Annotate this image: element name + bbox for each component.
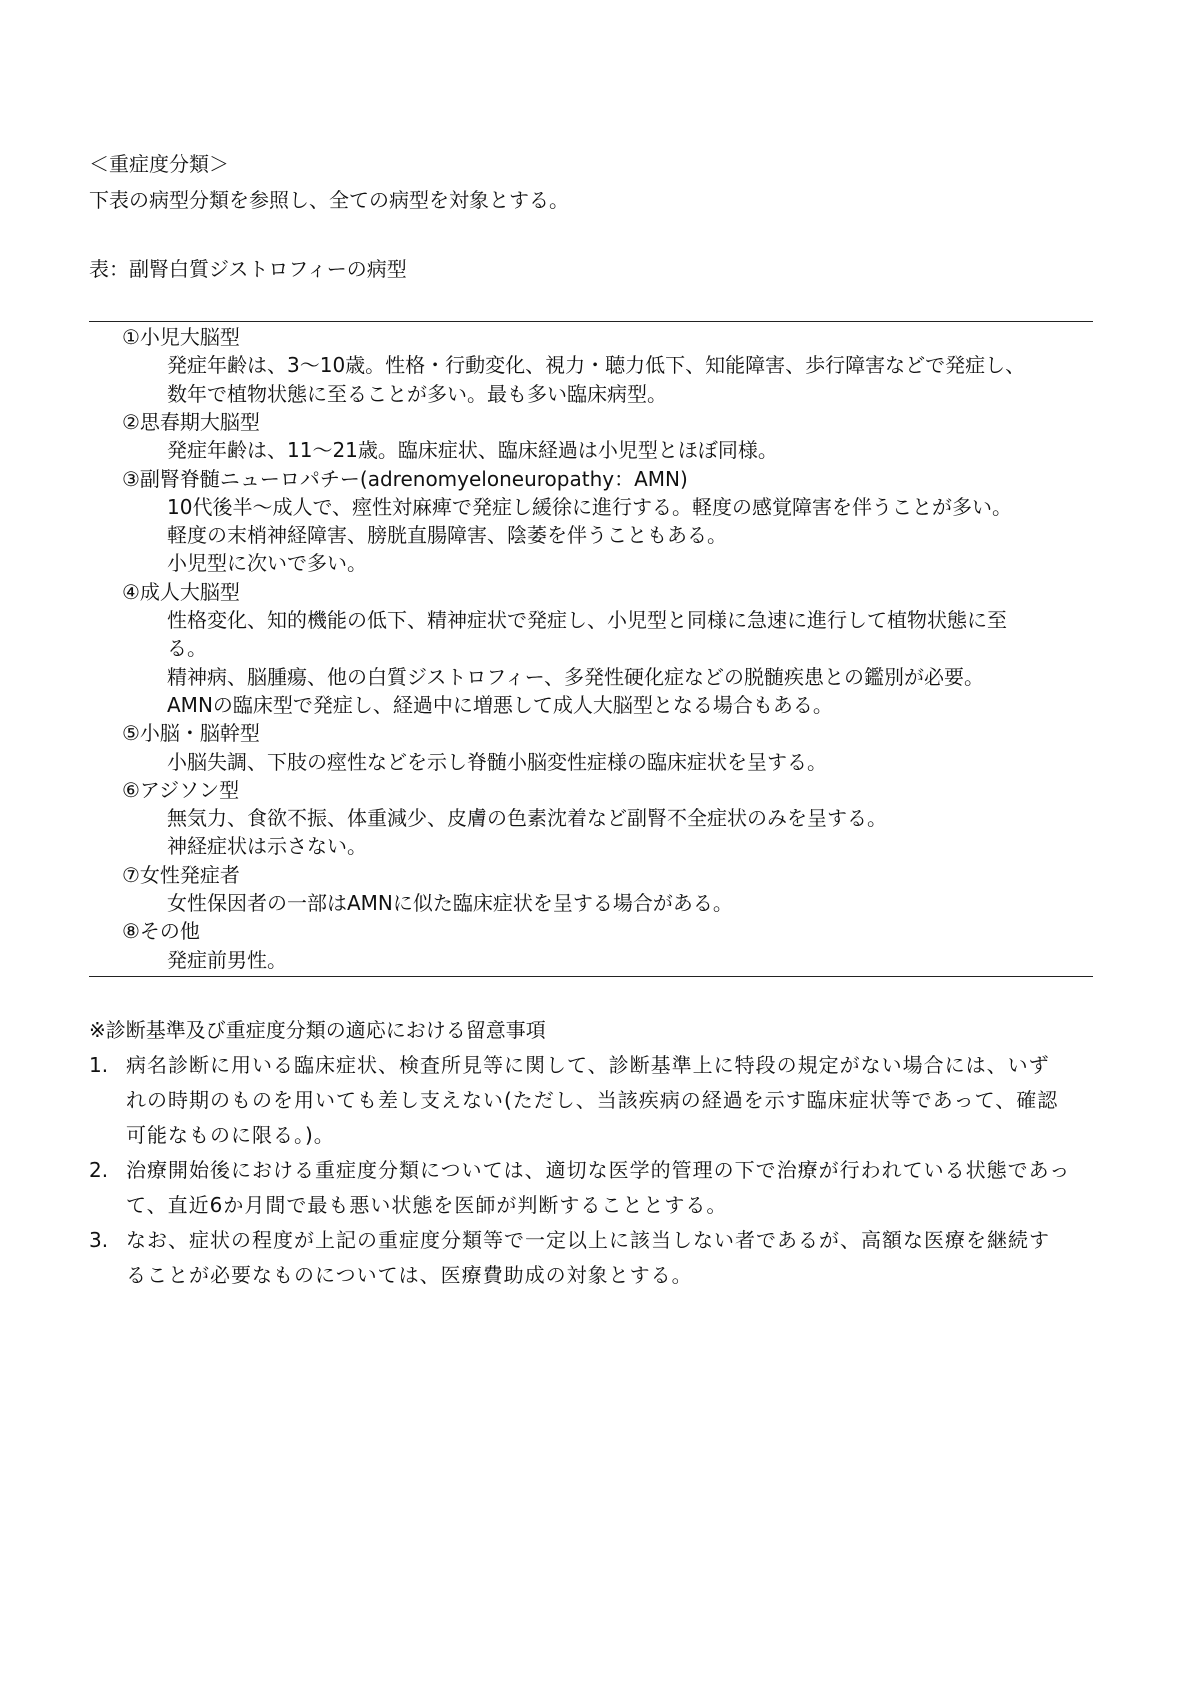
type-description: 精神病、脳腫瘍、他の白質ジストロフィー、多発性硬化症などの脱髄疾患との鑑別が必要。 bbox=[167, 664, 984, 689]
note-text: なお、症状の程度が上記の重症度分類等で一定以上に該当しない者であるが、高額な医療を継続す bbox=[126, 1228, 1050, 1252]
notes-title: ※診断基準及び重症度分類の適応における留意事項 bbox=[89, 1018, 546, 1042]
type-description: 発症年齢は、11～21歳。臨床症状、臨床経過は小児型とほぼ同様。 bbox=[167, 438, 778, 463]
type-title: ⑧その他 bbox=[122, 919, 200, 944]
type-title: ④成人大脳型 bbox=[122, 579, 240, 604]
type-description: 神経症状は示さない。 bbox=[167, 834, 367, 859]
note-text: 治療開始後における重症度分類については、適切な医学的管理の下で治療が行われている状態であっ bbox=[126, 1158, 1071, 1182]
table-bottom-rule bbox=[89, 976, 1093, 977]
type-description: AMNの臨床型で発症し、経過中に増悪して成人大脳型となる場合もある。 bbox=[167, 692, 833, 717]
type-description: 発症年齢は、3～10歳。性格・行動変化、視力・聴力低下、知能障害、歩行障害などで発症し、 bbox=[167, 353, 1026, 378]
note-text: て、直近6か月間で最も悪い状態を医師が判断することとする。 bbox=[126, 1193, 728, 1217]
type-description: る。 bbox=[167, 636, 207, 661]
note-number: 1. bbox=[89, 1053, 109, 1077]
type-title: ⑥アジソン型 bbox=[122, 777, 240, 802]
note-text: 病名診断に用いる臨床症状、検査所見等に関して、診断基準上に特段の規定がない場合には、いず bbox=[126, 1053, 1050, 1077]
table-top-rule bbox=[89, 321, 1093, 322]
type-description: 軽度の末梢神経障害、膀胱直腸障害、陰萎を伴うこともある。 bbox=[167, 523, 727, 548]
type-description: 小児型に次いで多い。 bbox=[167, 551, 367, 576]
note-text: れの時期のものを用いても差し支えない(ただし、当該疾病の経過を示す臨床症状等であって、確認 bbox=[126, 1088, 1059, 1112]
table-caption: 表：副腎白質ジストロフィーの病型 bbox=[89, 257, 407, 281]
note-text: 可能なものに限る。)。 bbox=[126, 1123, 335, 1147]
note-number: 2. bbox=[89, 1158, 109, 1182]
type-description: 無気力、食欲不振、体重減少、皮膚の色素沈着など副腎不全症状のみを呈する。 bbox=[167, 806, 887, 831]
type-description: 小脳失調、下肢の痙性などを示し脊髄小脳変性症様の臨床症状を呈する。 bbox=[167, 749, 827, 774]
note-number: 3. bbox=[89, 1228, 109, 1252]
type-title: ③副腎脊髄ニューロパチー(adrenomyeloneuropathy：AMN) bbox=[122, 466, 688, 491]
section-heading: ＜重症度分類＞ bbox=[89, 152, 229, 176]
note-text: ることが必要なものについては、医療費助成の対象とする。 bbox=[126, 1263, 693, 1287]
type-title: ①小児大脳型 bbox=[122, 325, 240, 349]
type-title: ⑦女性発症者 bbox=[122, 862, 240, 887]
type-description: 発症前男性。 bbox=[167, 947, 287, 972]
type-title: ⑤小脳・脳幹型 bbox=[122, 721, 260, 746]
type-description: 10代後半～成人で、痙性対麻痺で発症し緩徐に進行する。軽度の感覚障害を伴うことが多い。 bbox=[167, 494, 1013, 519]
type-description: 数年で植物状態に至ることが多い。最も多い臨床病型。 bbox=[167, 381, 667, 406]
type-description: 性格変化、知的機能の低下、精神症状で発症し、小児型と同様に急速に進行して植物状態に至 bbox=[167, 608, 1007, 632]
type-title: ②思春期大脳型 bbox=[122, 409, 260, 434]
intro-text: 下表の病型分類を参照し、全ての病型を対象とする。 bbox=[89, 188, 569, 212]
type-description: 女性保因者の一部はAMNに似た臨床症状を呈する場合がある。 bbox=[167, 891, 733, 915]
